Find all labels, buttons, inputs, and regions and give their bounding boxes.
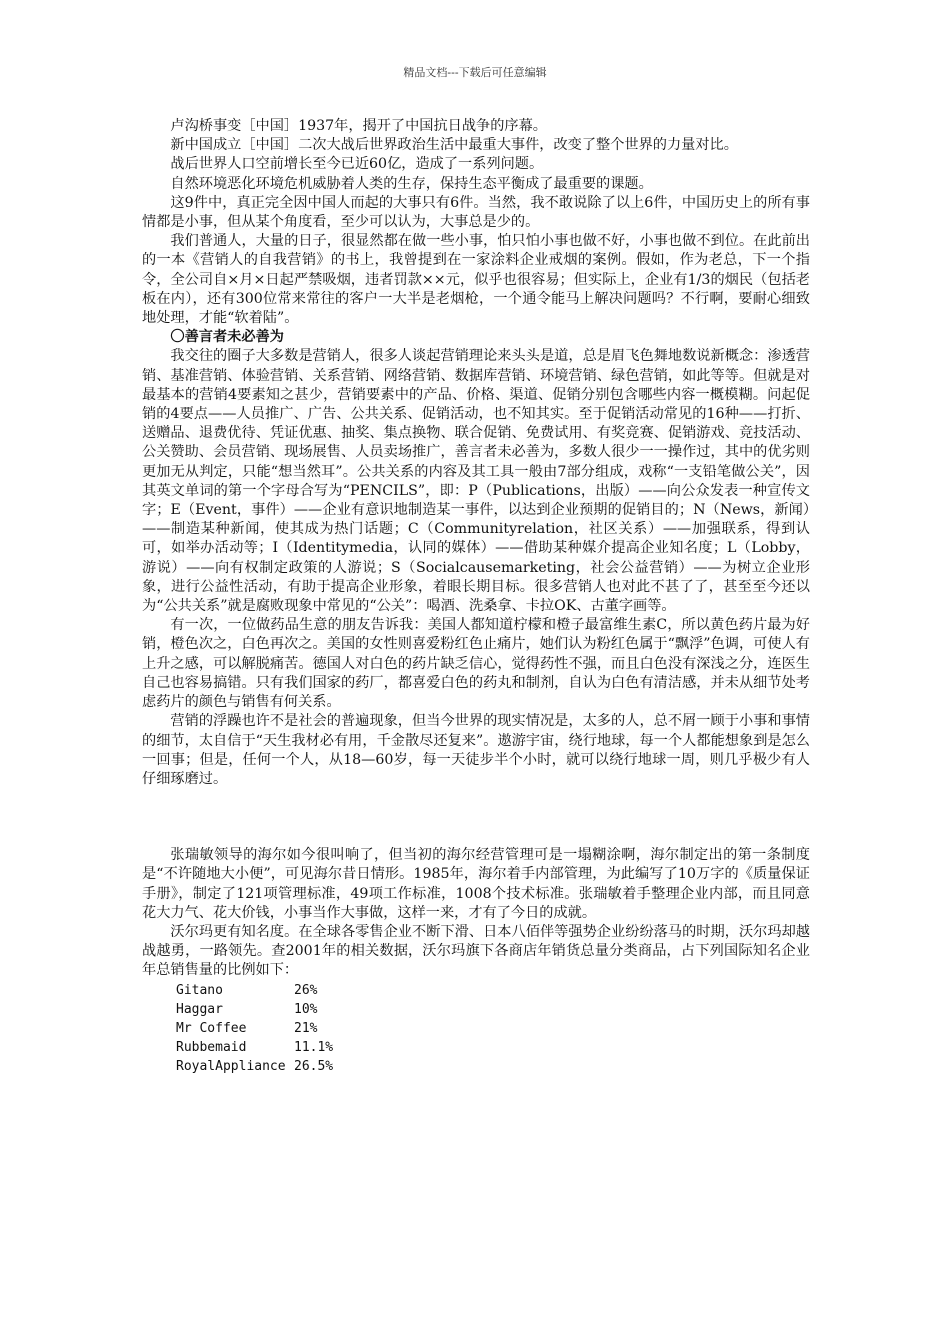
table-row xyxy=(176,981,333,1000)
paragraph: 我们普通人，大量的日子，很显然都在做一些小事，怕只怕小事也做不好，小事也做不到位。在此前出的一本《营销人的自我营销》的书上，我曾提到在一家涂料企业戒烟的案例。假如，作为老总，下一个指令，全公司自×月×日起严禁吸烟，违者罚款××元，似乎也很容易；但实际上，企业有1/3的烟民（包括老板在内），还有300位常来常往的客户一大半是老烟枪，一个通令能马上解决问题吗？不行啊，要耐心细致地处理，才能“软着陆”。 xyxy=(142,233,810,327)
paragraph: 这9件中，真正完全因中国人而起的大事只有6件。当然，我不敢说除了以上6件，中国历史上的所有事情都是小事，但从某个角度看，至少可以认为，大事总是少的。 xyxy=(142,194,810,231)
sales-share: 11.1% xyxy=(294,1039,334,1055)
sales-share: 26% xyxy=(294,982,318,998)
paragraph: 有一次，一位做药品生意的朋友告诉我：美国人都知道柠檬和橙子最富维生素C，所以黄色药片最为好销，橙色次之，白色再次之。美国的女性则喜爱粉红色止痛片，她们认为粉红色属于“飘浮”色调，可使人有上升之感，可以解脱痛苦。德国人对白色的药片缺乏信心，觉得药性不强，而且白色没有深浅之分，连医生自己也容易搞错。只有我们国家的药厂，都喜爱白色的药丸和制剂，自认为白色有清洁感，并未从细节处考虑药片的颜色与销售有何关系。 xyxy=(142,617,810,711)
company-name: Rubbemaid xyxy=(176,1039,247,1055)
table-row xyxy=(176,1000,333,1019)
sales-share: 26.5% xyxy=(294,1058,334,1074)
company-name: RoyalAppliance xyxy=(176,1058,286,1074)
company-name: Mr Coffee xyxy=(176,1020,247,1036)
section-heading: 〇善言者未必善为 xyxy=(170,329,284,346)
table-row xyxy=(176,1057,333,1076)
document-body xyxy=(142,117,810,1076)
section-gap xyxy=(142,789,810,846)
paragraph: 营销的浮躁也许不是社会的普遍现象，但当今世界的现实情况是，太多的人，总不屑一顾于小事和事情的细节，太自信于“天生我材必有用，千金散尽还复来”。遨游宇宙，绕行地球，每一个人都能想象到是怎么一回事；但是，任何一个人，从18—60岁，每一天徒步半个小时，就可以绕行地球一周，则几乎极少有人仔细琢磨过。 xyxy=(142,713,810,787)
sales-share: 10% xyxy=(294,1001,318,1017)
company-name: Haggar xyxy=(176,1001,223,1017)
company-name: Gitano xyxy=(176,982,223,998)
table-row xyxy=(176,1038,333,1057)
paragraph: 卢沟桥事变［中国］1937年，揭开了中国抗日战争的序幕。 xyxy=(170,118,547,134)
paragraph: 沃尔玛更有知名度。在全球各零售企业不断下滑、日本八佰伴等强势企业纷纷落马的时期，沃尔玛却越战越勇，一路领先。查2001年的相关数据，沃尔玛旗下各商店年销货总量分类商品，占下列国际知名企业年总销售量的比例如下： xyxy=(142,923,810,979)
sales-ratio-table xyxy=(176,981,333,1076)
page-header: 精品文档---下载后可任意编辑 xyxy=(403,66,547,79)
table-row xyxy=(176,1019,333,1038)
paragraph: 新中国成立［中国］二次大战后世界政治生活中最重大事件，改变了整个世界的力量对比。 xyxy=(170,137,738,154)
paragraph: 我交往的圈子大多数是营销人，很多人谈起营销理论来头头是道，总是眉飞色舞地数说新概念：渗透营销、基准营销、体验营销、关系营销、网络营销、数据库营销、环境营销、绿色营销，如此等等。但就是对最基本的营销4要素知之甚少，营销要素中的产品、价格、渠道、促销分别包含哪些内容一概模糊。问起促销的4要点——人员推广、广告、公共关系、促销活动，也不知其实。至于促销活动常见的16种——打折、送赠品、退费优待、凭证优惠、抽奖、集点换物、联合促销、免费试用、有奖竞赛、促销游戏、竞技活动、公关赞助、会员营销、现场展售、人员卖场推广，善言者未必善为，多数人很少一一操作过，其中的优劣则更加无从判定，只能“想当然耳”。公共关系的内容及其工具一般由7部分组成，戏称“一支铅笔做公关”，因其英文单词的第一个字母合写为“PENCILS”，即：P（Publications，出版）——向公众发表一种宣传文字；E（Event，事件）——企业有意识地制造某一事件，以达到企业预期的促销目的；N（News，新闻）——制造某种新闻，使其成为热门话题；C（Communityrelation，社区关系）——加强联系，得到认可，如举办活动等；I（Identitymedia，认同的媒体）——借助某种媒介提高企业知名度；L（Lobby，游说）——向有权制定政策的人游说；S（Socialcausemarketing，社会公益营销）——为树立企业形象，进行公益性活动，有助于提高企业形象，着眼长期目标。很多营销人也对此不甚了了，甚至至今还以为“公共关系”就是腐败现象中常见的“公关”：喝酒、洗桑拿、卡拉OK、古董字画等。 xyxy=(142,348,810,615)
sales-share: 21% xyxy=(294,1020,318,1036)
paragraph: 战后世界人口空前增长至今已近60亿，造成了一系列问题。 xyxy=(170,156,544,173)
paragraph: 自然环境恶化环境危机威胁着人类的生存，保持生态平衡成了最重要的课题。 xyxy=(170,175,653,192)
paragraph: 张瑞敏领导的海尔如今很叫响了，但当初的海尔经营管理可是一塌糊涂啊，海尔制定出的第一条制度是“不许随地大小便”，可见海尔昔日情形。1985年，海尔着手内部管理，为此编写了10万字的《质量保证手册》，制定了121项管理标准，49项工作标准，1008个技术标准。张瑞敏着手整理企业内部，而且同意花大力气、花大价钱，小事当作大事做，这样一来，才有了今日的成就。 xyxy=(142,847,810,921)
